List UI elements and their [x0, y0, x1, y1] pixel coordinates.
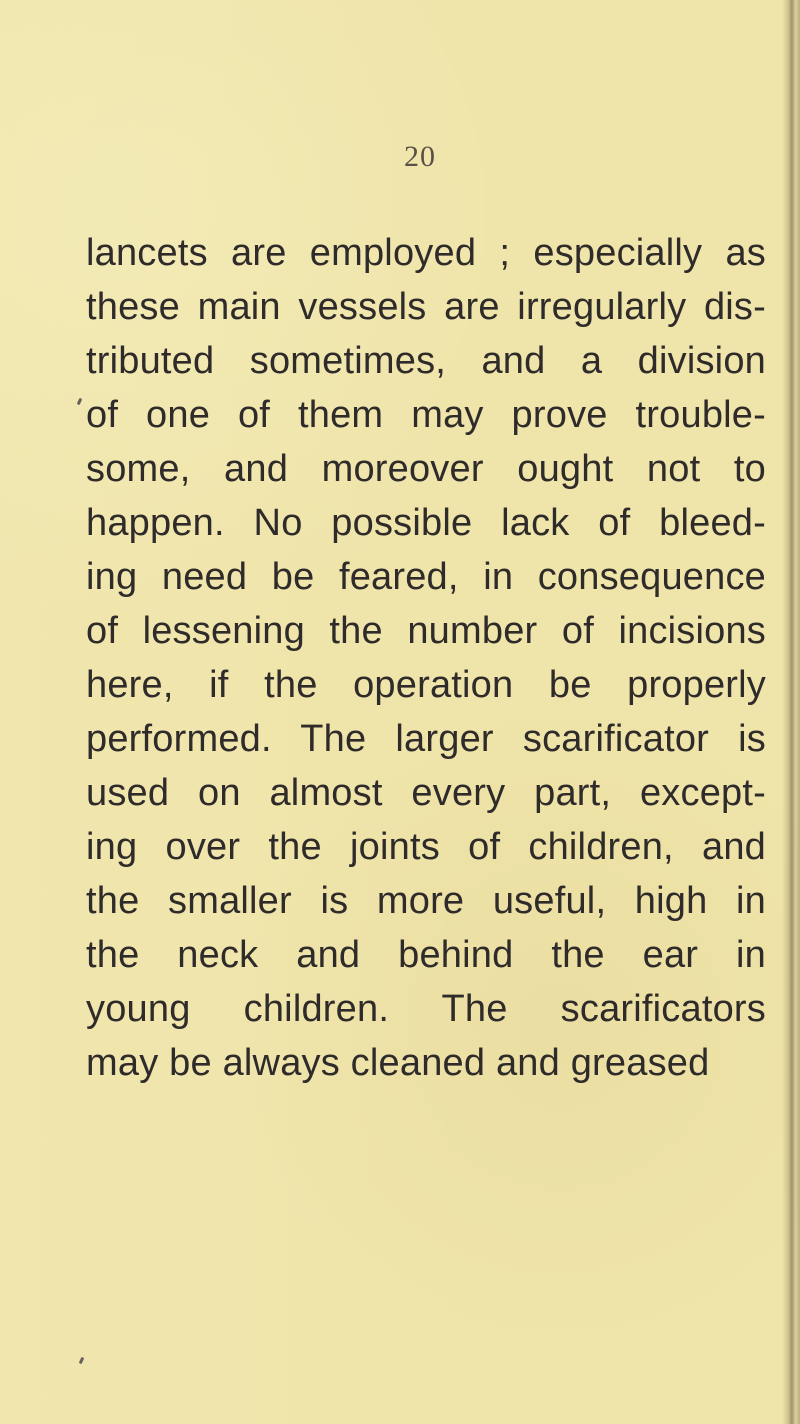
- text-line: here, if the operation be properly: [86, 664, 766, 706]
- text-line: lancets are employed ; especially as: [86, 232, 766, 274]
- text-line: the neck and behind the ear in: [86, 934, 766, 976]
- text-line: performed. The larger scarificator is: [86, 718, 766, 760]
- text-line: these main vessels are irregularly dis-: [86, 286, 766, 328]
- page-number: 20: [404, 140, 436, 173]
- page-edge-shadow: [782, 0, 800, 1424]
- text-line: ing need be feared, in consequence: [86, 556, 766, 598]
- text-line: the smaller is more useful, high in: [86, 880, 766, 922]
- text-line: of lessening the number of incisions: [86, 610, 766, 652]
- ink-speck: [77, 398, 83, 406]
- text-line: of one of them may prove trouble-: [86, 394, 766, 436]
- body-text: [86, 226, 766, 1090]
- text-line: may be always cleaned and greased: [86, 1042, 710, 1084]
- text-line: happen. No possible lack of bleed-: [86, 502, 766, 544]
- text-line: used on almost every part, except-: [86, 772, 766, 814]
- text-line: young children. The scarificators: [86, 988, 766, 1030]
- text-line: ing over the joints of children, and: [86, 826, 766, 868]
- text-line: some, and moreover ought not to: [86, 448, 766, 490]
- ink-speck: [79, 1357, 85, 1365]
- text-line: tributed sometimes, and a division: [86, 340, 766, 382]
